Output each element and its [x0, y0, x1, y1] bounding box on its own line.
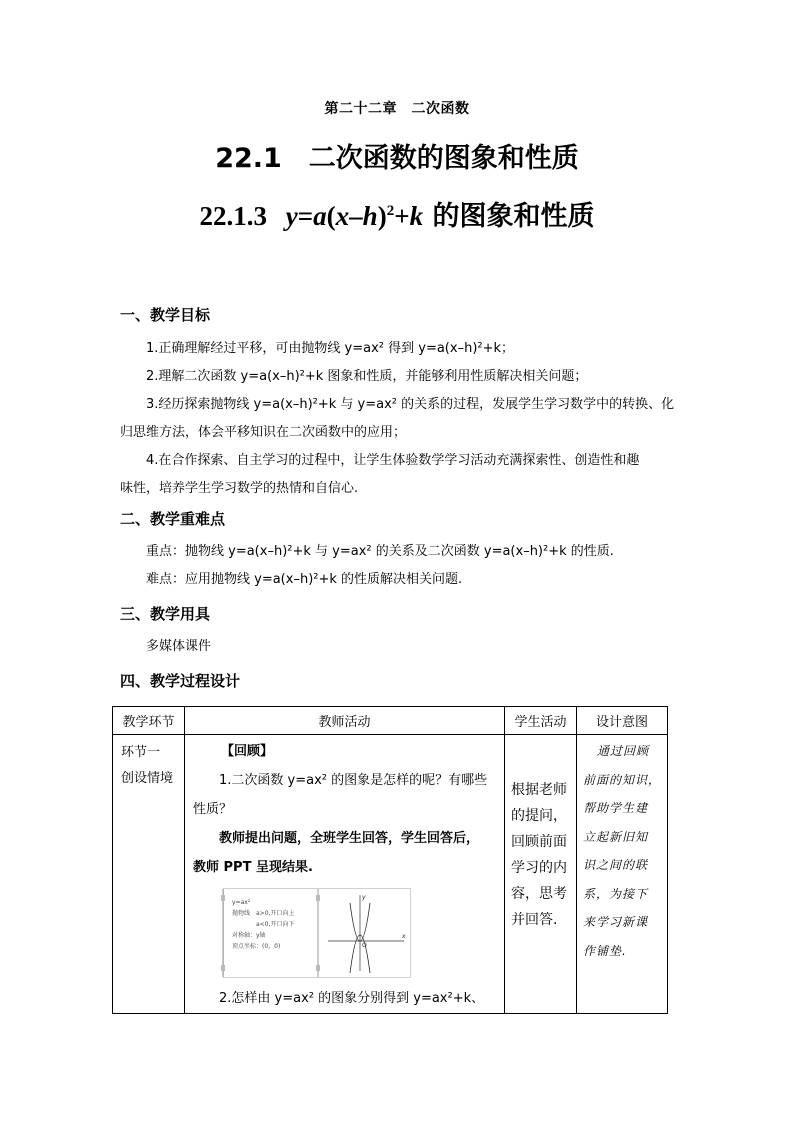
parabola-graph — [324, 889, 408, 977]
design-intent-line: 作铺垫. — [583, 943, 627, 958]
design-intent-line: 系，为接下 — [583, 886, 649, 901]
heading-process: 四、教学过程设计 — [120, 672, 241, 690]
parabola-figure — [223, 888, 411, 978]
design-intent-line: 来学习新课 — [583, 915, 649, 929]
design-intent-line: 帮助学生建 — [583, 801, 649, 815]
process-table — [112, 706, 668, 1014]
design-intent-line: 通过回顾 — [597, 744, 650, 758]
teacher-note-b: 教师 PPT 呈现结果. — [193, 860, 313, 875]
question-1a: 1.二次函数 y=ax² 的图象是怎样的呢？有哪些 — [219, 773, 488, 788]
key-point: 重点：抛物线 y=a(x–h)²+k 与 y=ax² 的关系及二次函数 y=a(x–h)²+k 的性质. — [146, 544, 614, 559]
formula-title: y — [285, 201, 298, 231]
stage-label-2: 创设情境 — [121, 771, 174, 786]
figure-rail-left — [221, 889, 225, 977]
figure-line-2: 抛物线 a>0,开口向上 — [232, 910, 295, 917]
teacher-note-a: 教师提出问题，全班学生回答，学生回答后， — [219, 831, 480, 846]
section-title: 22.1 二次函数的图象和性质 — [215, 143, 579, 174]
difficult-point: 难点：应用抛物线 y=a(x–h)²+k 的性质解决相关问题. — [146, 572, 463, 587]
design-intent-line: 识之间的联 — [583, 858, 649, 872]
teacher-cell — [185, 735, 505, 1014]
question-2: 2.怎样由 y=ax² 的图象分别得到 y=ax²+k、 — [219, 991, 485, 1006]
objective-3b: 归思维方法，体会平移知识在二次函数中的应用； — [120, 425, 407, 440]
student-cell — [505, 735, 577, 1014]
figure-line-5: 顶点坐标：(0，0) — [232, 943, 281, 950]
subsection-tail: 的图象和性质 — [432, 201, 595, 232]
design-intent-line: 前面的知识， — [583, 772, 662, 787]
student-activity-line: 根据老师 — [511, 782, 567, 798]
tools — [120, 633, 680, 661]
student-activity — [505, 735, 576, 933]
y-axis-label: y — [362, 894, 366, 901]
stage-cell — [113, 735, 185, 1014]
design-intent — [577, 735, 667, 965]
objective-3a: 3.经历探索抛物线 y=a(x–h)²+k 与 y=ax² 的关系的过程，发展学生学习数学中的转换、化 — [146, 397, 675, 412]
review-label: 【回顾】 — [221, 744, 274, 759]
objectives-list — [120, 335, 680, 503]
figure-notes — [232, 897, 294, 952]
x-axis-label: x — [402, 933, 406, 940]
key-points — [120, 538, 680, 594]
chapter-heading: 第二十二章 二次函数 — [324, 101, 470, 117]
question-1b: 性质？ — [193, 802, 233, 817]
design-intent-line: 立起新旧知 — [583, 829, 649, 844]
subsection-title: 22.1.3 $y=a(x-h)^2+k$ 的图象和性质 — [199, 201, 595, 232]
heading-objectives: 一、教学目标 — [120, 306, 211, 324]
intent-cell — [577, 735, 668, 1014]
heading-tools: 三、教学用具 — [120, 605, 211, 623]
objective-4a: 4.在合作探索、自主学习的过程中，让学生体验数学学习活动充满探索性、创造性和趣 — [146, 453, 640, 468]
heading-key-points: 二、教学重难点 — [120, 510, 226, 528]
col-header-student: 学生活动 — [505, 707, 577, 735]
student-activity-line: 的提问， — [511, 808, 567, 824]
figure-rail-right — [316, 889, 320, 977]
subsection-number: 22.1.3 — [199, 201, 267, 231]
figure-line-1: y=ax² — [232, 899, 251, 906]
table-header-row — [113, 707, 668, 735]
objective-4b: 味性，培养学生学习数学的热情和自信心. — [120, 481, 359, 496]
origin-label: O — [362, 942, 367, 949]
student-activity-line: 学习的内 — [511, 860, 567, 876]
tool-item: 多媒体课件 — [146, 639, 212, 654]
col-header-stage: 教学环节 — [113, 707, 185, 735]
student-activity-line: 并回答. — [511, 912, 558, 928]
objective-1: 1.正确理解经过平移，可由抛物线 y=ax² 得到 y=a(x–h)²+k； — [146, 341, 515, 356]
student-activity-line: 回顾前面 — [511, 834, 567, 850]
col-header-teacher: 教师活动 — [185, 707, 505, 735]
figure-line-4: 对称轴：y轴 — [232, 932, 266, 939]
student-activity-line: 容，思考 — [511, 886, 567, 902]
stage-label-1: 环节一 — [121, 745, 161, 760]
objective-2: 2.理解二次函数 y=a(x–h)²+k 图象和性质，并能够利用性质解决相关问题； — [146, 369, 588, 384]
figure-line-3: a<0,开口向下 — [232, 921, 295, 928]
table-row — [113, 735, 668, 1014]
col-header-intent: 设计意图 — [577, 707, 668, 735]
